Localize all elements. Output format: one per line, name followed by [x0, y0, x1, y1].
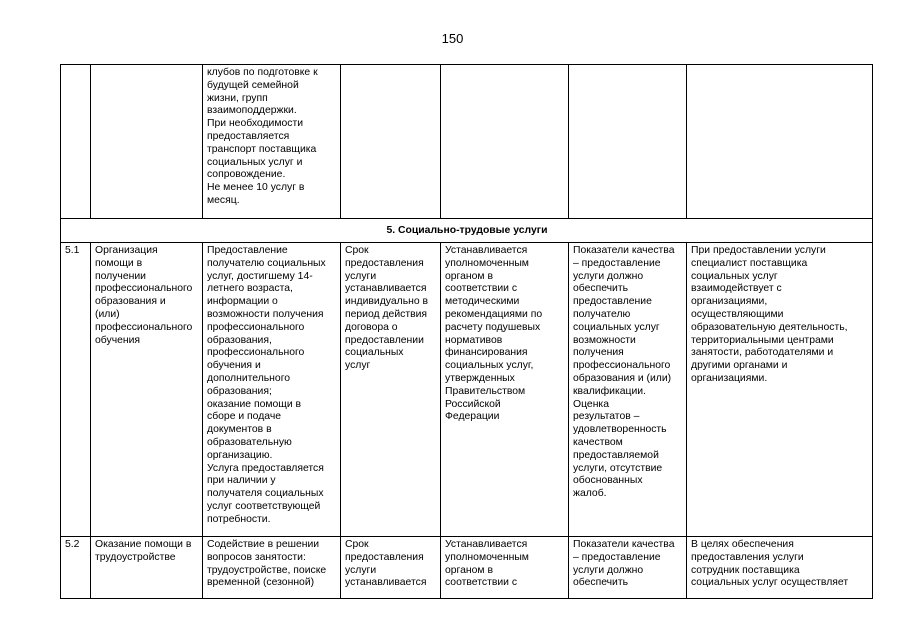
- table-row: [61, 243, 873, 537]
- service-quality-cell: Показатели качества – предоставление услуги должно обеспечить предоставление получателю социальных услуг возможности получения профессионального образования и (или) квалификации. Оценка результатов – удовлетворенность качеством предоставляемой услуги, отсутствие обоснованных жалоб.: [569, 243, 687, 537]
- row-number-cell: 5.2: [61, 537, 91, 599]
- service-term-cell: Срок предоставления услуги устанавливается: [341, 537, 441, 599]
- section-title: 5. Социально-трудовые услуги: [61, 219, 873, 243]
- table-row: [61, 65, 873, 219]
- service-term-cell: Срок предоставления услуги устанавливается индивидуально в период действия договора о предоставлении социальных услуг: [341, 243, 441, 537]
- page-number: 150: [441, 31, 464, 46]
- service-description-cell: клубов по подготовке к будущей семейной жизни, групп взаимоподдержки. При необходимости предоставляется транспорт поставщика социальных услуг и сопровождение. Не менее 10 услуг в месяц.: [203, 65, 341, 219]
- service-name-cell: [91, 65, 203, 219]
- service-description-cell: Предоставление получателю социальных услуг, достигшему 14- летнего возраста, информации о возможности получения профессионального образования, профессионального обучения и дополнительного образования; оказание помощи в сборе и подаче документов в образовательную организацию. Услуга предоставляется при наличии у получателя социальных услуг соответствующей потребности.: [203, 243, 341, 537]
- services-table: [60, 64, 873, 599]
- section-header-row: [61, 219, 873, 243]
- row-number-cell: [61, 65, 91, 219]
- service-name-cell: Оказание помощи в трудоустройстве: [91, 537, 203, 599]
- service-quality-cell: [569, 65, 687, 219]
- row-number-cell: 5.1: [61, 243, 91, 537]
- service-quality-cell: Показатели качества – предоставление услуги должно обеспечить: [569, 537, 687, 599]
- service-name-cell: Организация помощи в получении профессионального образования и (или) профессионального обучения: [91, 243, 203, 537]
- service-cost-cell: Устанавливается уполномоченным органом в соответствии с: [441, 537, 569, 599]
- service-conditions-cell: [687, 65, 873, 219]
- service-description-cell: Содействие в решении вопросов занятости: трудоустройстве, поиске временной (сезонной): [203, 537, 341, 599]
- service-conditions-cell: При предоставлении услуги специалист поставщика социальных услуг взаимодействует с организациями, осуществляющими образовательную деятельность, территориальными центрами занятости, работодателями и другими органами и организациями.: [687, 243, 873, 537]
- service-term-cell: [341, 65, 441, 219]
- service-cost-cell: [441, 65, 569, 219]
- service-conditions-cell: В целях обеспечения предоставления услуги сотрудник поставщика социальных услуг осуществляет: [687, 537, 873, 599]
- table-row: [61, 537, 873, 599]
- service-cost-cell: Устанавливается уполномоченным органом в соответствии с методическими рекомендациями по расчету подушевых нормативов финансирования социальных услуг, утвержденных Правительством Российской Федерации: [441, 243, 569, 537]
